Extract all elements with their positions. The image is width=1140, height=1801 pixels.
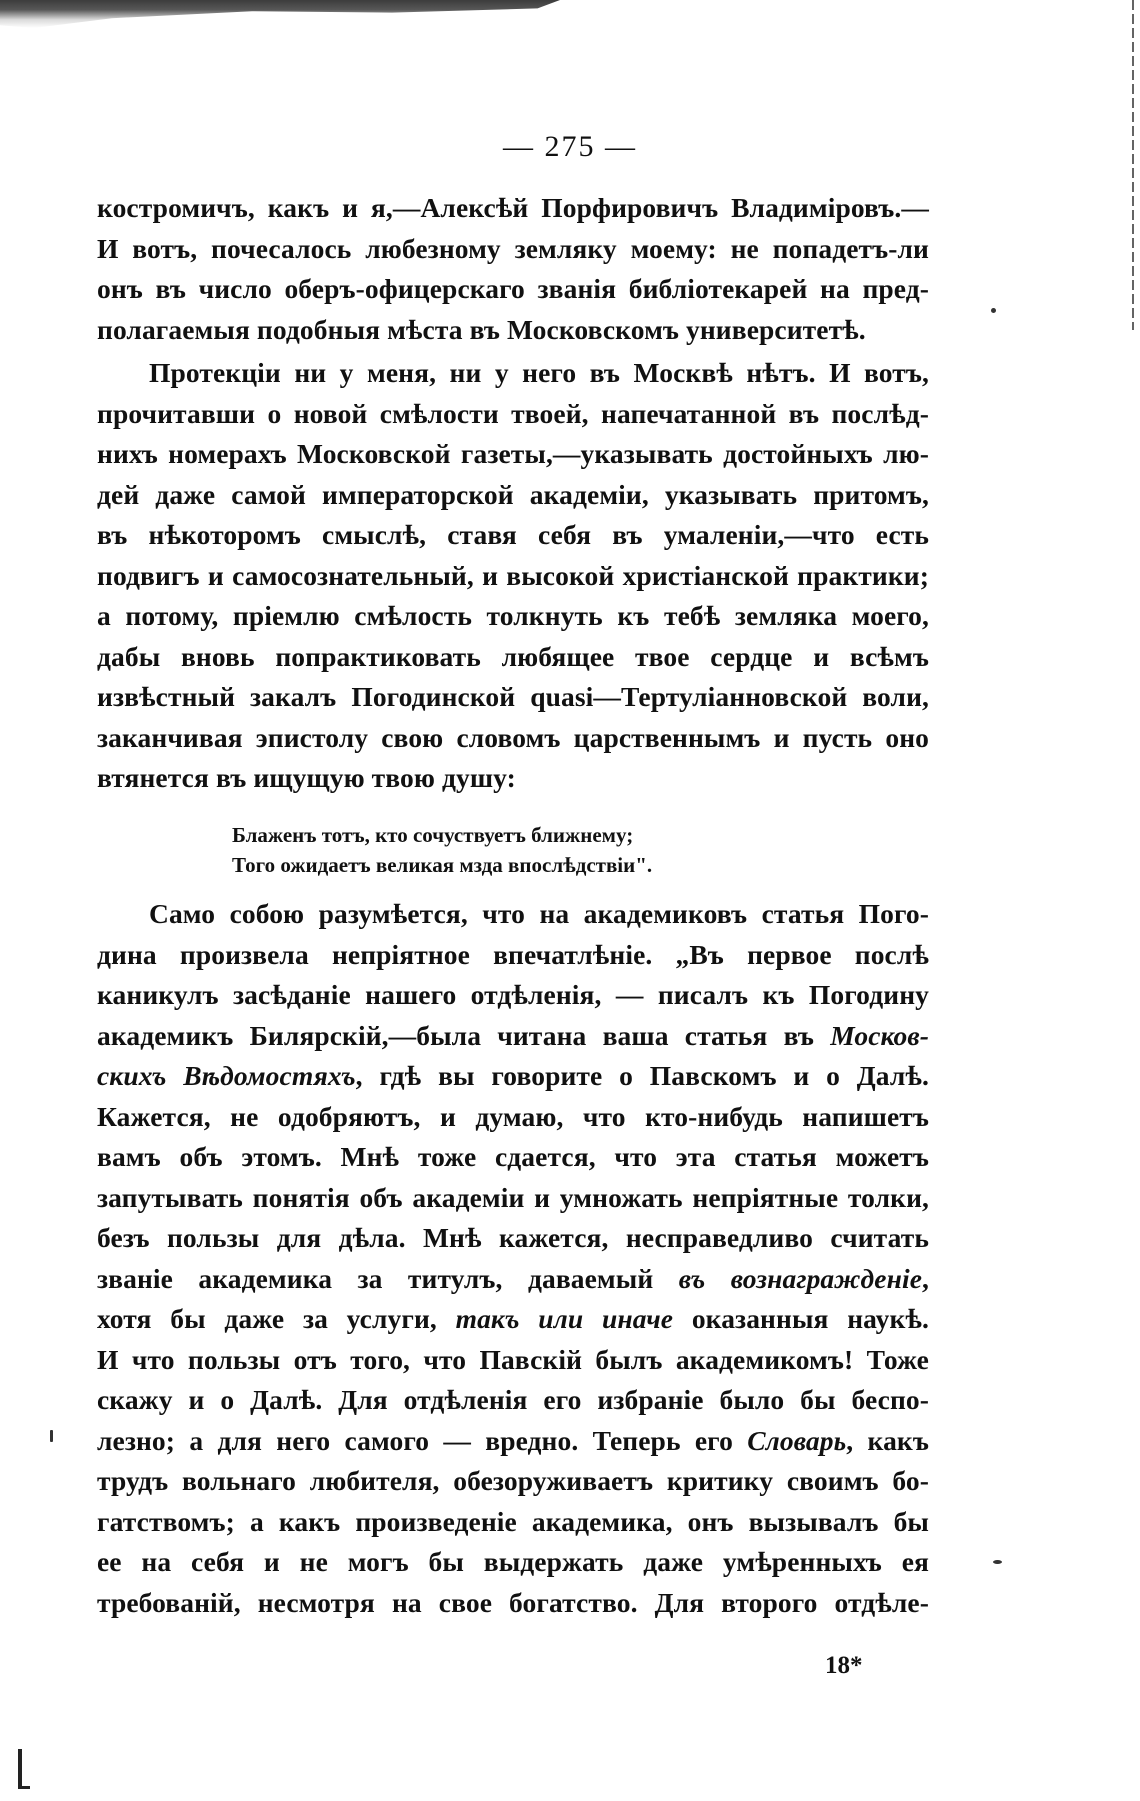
paragraph-1 (97, 188, 929, 350)
text-line: безъ пользы для дѣла. Мнѣ кажется, несправедливо считать (97, 1222, 929, 1253)
text-run: , гдѣ вы говорите о Павскомъ и о Далѣ. (355, 1060, 930, 1091)
text-line: костромичъ, какъ и я,—Алексѣй Порфировичъ Владиміровъ.— (97, 192, 929, 223)
text-run: академикъ Билярскій,—была читана ваша статья въ (97, 1019, 831, 1051)
text-line: скажу и о Далѣ. Для отдѣленія его избраніе было бы беспо- (97, 1384, 929, 1415)
text-line: каникулъ засѣданіе нашего отдѣленія, — писалъ къ Погодину (97, 979, 929, 1010)
text-line: дина произвела непріятное впечатлѣніе. „Въ первое послѣ (97, 938, 929, 970)
text-line: полагаемыя подобныя мѣста въ Московскомъ университетѣ. (97, 313, 866, 345)
text-run: , (922, 1262, 930, 1294)
text-line: Кажется, не одобряютъ, и думаю, что кто-нибудь напишетъ (97, 1100, 929, 1132)
text-line: прочитавши о новой смѣлости твоей, напечатанной въ послѣд- (97, 397, 929, 429)
text-line: втянется въ ищущую твою душу: (97, 762, 516, 793)
text-line: вамъ объ этомъ. Мнѣ тоже сдается, что эта статья можетъ (97, 1141, 929, 1172)
text-line: ее на себя и не могъ бы выдержать даже умѣренныхъ ея (97, 1546, 929, 1577)
text-line: а потому, пріемлю смѣлость толкнуть къ тебѣ земляка моего, (97, 600, 929, 631)
scan-speck (993, 1560, 1002, 1564)
quote-line: Блаженъ тотъ, кто сочуствуетъ ближнему; (232, 823, 634, 847)
quote-line: Того ожидаетъ великая мзда впослѣдствіи". (232, 853, 653, 877)
italic-title: Словарь (747, 1424, 847, 1456)
scan-edge-mark (1132, 0, 1134, 330)
text-line: И что пользы отъ того, что Павскій былъ академикомъ! Тоже (97, 1343, 929, 1375)
italic-title: скихъ Вѣдомостяхъ (97, 1060, 356, 1091)
text-line (97, 1299, 929, 1340)
signature-mark: 18* (825, 1652, 863, 1679)
italic-phrase: такъ или иначе (455, 1303, 674, 1334)
text-line: подвигъ и самосознательный, и высокой христіанской практики; (97, 559, 929, 591)
text-line: извѣстный закалъ Погодинской quasi—Тертуліанновской воли, (97, 681, 929, 712)
text-line: требованій, несмотря на свое богатство. Для второго отдѣле- (97, 1586, 929, 1618)
text-line (97, 1056, 929, 1097)
text-line: онъ въ число оберъ-офицерскаго званія библіотекарей на пред- (97, 273, 929, 304)
paragraph-3 (97, 894, 929, 1623)
text-line: Протекціи ни у меня, ни у него въ Москвѣ нѣтъ. И вотъ, (149, 357, 929, 388)
italic-title: Москов- (830, 1019, 929, 1051)
italic-phrase: въ вознагражденіе (678, 1262, 923, 1294)
text-run: хотя бы даже за услуги, (97, 1303, 456, 1334)
text-line: нихъ номерахъ Московской газеты,—указывать достойныхъ лю- (97, 438, 929, 469)
scan-smudge (0, 0, 560, 28)
text-line (97, 1259, 929, 1300)
page-number: — 275 — (503, 130, 637, 163)
text-run: званіе академика за титулъ, даваемый (97, 1262, 679, 1294)
text-line: въ нѣкоторомъ смыслѣ, ставя себя въ умаленіи,—что есть (97, 519, 929, 550)
text-line (97, 1421, 929, 1462)
text-line (97, 1016, 929, 1057)
text-line: гатствомъ; а какъ произведеніе академика, онъ вызывалъ бы (97, 1505, 929, 1537)
text-run: оказанныя наукѣ. (673, 1303, 929, 1334)
scan-speck (50, 1430, 53, 1442)
text-line: заканчивая эпистолу свою словомъ царственнымъ и пусть оно (97, 721, 929, 753)
text-line: трудъ вольнаго любителя, обезоруживаетъ критику своимъ бо- (97, 1465, 929, 1496)
text-line: И вотъ, почесалось любезному земляку моему: не попадетъ-ли (97, 232, 929, 264)
quote-block (232, 820, 792, 880)
text-run: , какъ (846, 1424, 930, 1456)
text-line: Само собою разумѣется, что на академиковъ статья Пого- (149, 898, 929, 929)
paragraph-2 (97, 353, 929, 799)
text-line: запутывать понятія объ академіи и умножать непріятные толки, (97, 1181, 929, 1213)
text-run: лезно; а для него самого — вредно. Теперь его (97, 1424, 748, 1456)
scan-speck (991, 308, 996, 313)
scan-corner-mark (18, 1749, 22, 1789)
text-line: дей даже самой императорской академіи, указывать притомъ, (97, 478, 929, 510)
text-line: дабы вновь попрактиковать любящее твое сердце и всѣмъ (97, 640, 929, 672)
